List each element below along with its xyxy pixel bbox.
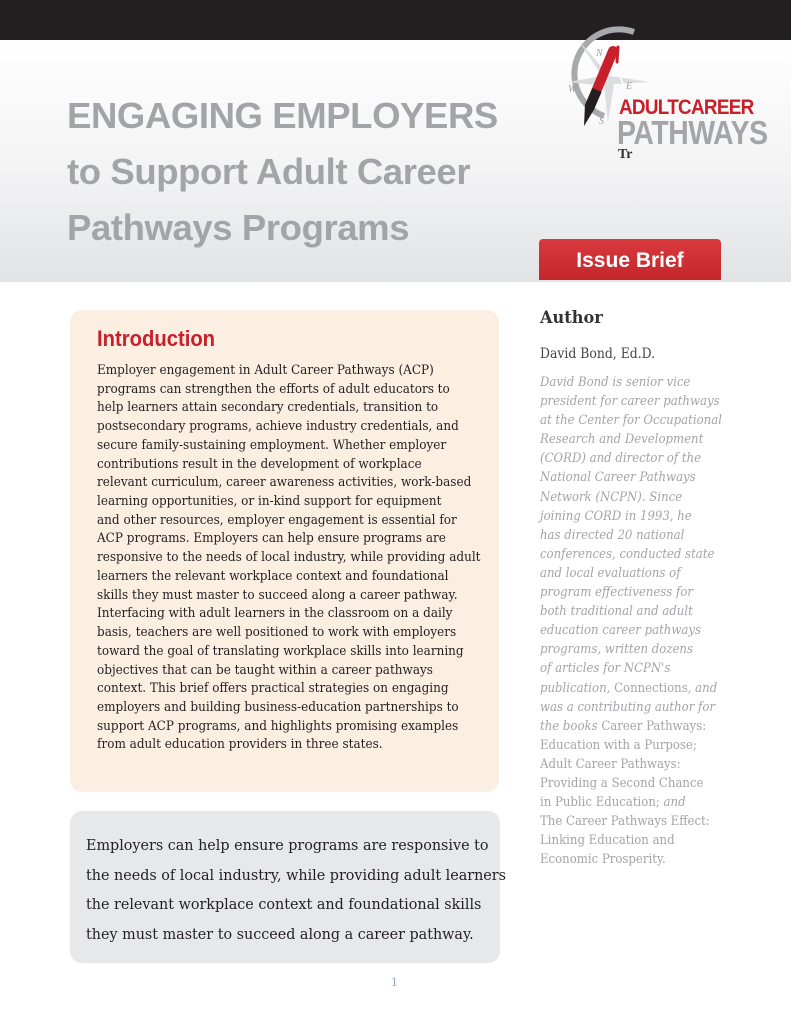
bio-line <box>540 601 726 620</box>
intro-line: relevant curriculum, career awareness activities, work-based <box>97 474 472 490</box>
bio-line <box>540 658 726 677</box>
pull-quote <box>86 831 506 949</box>
bio-segment: programs, written dozens <box>540 641 693 657</box>
intro-line: employers and building business-education partnerships to <box>97 698 459 714</box>
quote-line: the relevant workplace context and foundational skills <box>86 895 482 913</box>
intro-line: and other resources, employer engagement is essential for <box>97 511 457 527</box>
bio-segment: the books <box>540 717 602 733</box>
quote-line: the needs of local industry, while providing adult learners <box>86 865 506 884</box>
bio-segment: education career pathways <box>540 622 701 638</box>
intro-line: Employer engagement in Adult Career Pathways (ACP) <box>97 362 434 377</box>
intro-line: postsecondary programs, achieve industry credentials, and <box>97 418 459 434</box>
bio-line <box>540 811 726 830</box>
svg-text:W: W <box>568 84 577 95</box>
bio-segment: Network (NCPN). Since <box>540 488 683 504</box>
issue-brief-badge: Issue Brief <box>539 239 721 280</box>
bio-line <box>540 410 726 429</box>
intro-line: learning opportunities, or in-kind support for equipment <box>97 493 442 509</box>
bio-segment: Education with a Purpose; <box>540 736 697 752</box>
bio-line <box>540 544 726 563</box>
intro-line: from adult education providers in three states. <box>97 736 383 752</box>
author-heading: Author <box>540 308 603 328</box>
page-title <box>67 88 498 256</box>
bio-line <box>540 372 726 391</box>
bio-line <box>540 735 726 754</box>
logo-word-adult: ADULT <box>619 96 679 119</box>
introduction-body <box>97 361 497 754</box>
bio-segment: at the Center for Occupational <box>540 412 722 428</box>
bio-line <box>540 849 726 868</box>
page-number: 1 <box>391 976 398 989</box>
quote-line: Employers can help ensure programs are responsive to <box>86 836 489 854</box>
bio-line <box>540 506 726 525</box>
intro-line: help learners attain secondary credentials, transition to <box>97 399 439 415</box>
bio-line <box>540 792 726 811</box>
bio-segment: , and <box>687 679 718 695</box>
intro-line: support ACP programs, and highlights promising examples <box>97 717 459 733</box>
svg-text:S: S <box>599 116 604 127</box>
bio-segment: was a contributing author for <box>540 698 716 714</box>
intro-line: toward the goal of translating workplace skills into learning <box>97 642 464 658</box>
author-name: David Bond, Ed.D. <box>540 346 656 362</box>
bio-line <box>540 620 726 639</box>
intro-line: secure family-sustaining employment. Whether employer <box>97 436 447 452</box>
svg-text:E: E <box>626 81 633 92</box>
intro-line: context. This brief offers practical strategies on engaging <box>97 680 449 696</box>
bio-segment: publication, <box>540 679 615 695</box>
logo-tagline-fragment: Tr <box>618 147 633 162</box>
bio-segment: The Career Pathways Effect: <box>540 813 710 829</box>
bio-line <box>540 773 726 792</box>
intro-line: contributions result in the development of workplace <box>97 455 422 471</box>
bio-segment: and <box>659 794 686 810</box>
bio-segment: David Bond is senior vice <box>540 374 691 389</box>
bio-segment: conferences, conducted state <box>540 545 715 561</box>
logo-word-career: CAREER <box>678 96 754 119</box>
bio-segment: in Public Education; <box>540 794 660 810</box>
bio-segment: has directed 20 national <box>540 526 685 542</box>
bio-line <box>540 563 726 582</box>
bio-line <box>540 467 726 486</box>
bio-line <box>540 678 726 697</box>
intro-line: responsive to the needs of local industry, while providing adult <box>97 549 481 565</box>
bio-segment: Linking Education and <box>540 832 675 848</box>
intro-line: objectives that can be taught within a career pathways <box>97 661 433 677</box>
bio-segment: Economic Prosperity. <box>540 851 666 867</box>
bio-line <box>540 429 726 448</box>
bio-segment: Adult Career Pathways: <box>540 755 681 771</box>
intro-line: basis, teachers are well positioned to work with employers <box>97 624 457 640</box>
title-line: Pathways Programs <box>67 207 410 248</box>
bio-segment: Providing a Second Chance <box>540 774 704 790</box>
bio-line <box>540 830 726 849</box>
intro-line: programs can strengthen the efforts of adult educators to <box>97 380 450 396</box>
quote-line: they must master to succeed along a career pathway. <box>86 924 474 943</box>
bio-line <box>540 525 726 544</box>
bio-segment: joining CORD in 1993, he <box>540 507 692 523</box>
title-line: to Support Adult Career <box>67 151 471 192</box>
bio-segment: both traditional and adult <box>540 603 693 619</box>
bio-segment: of articles for NCPN's <box>540 660 671 676</box>
bio-segment: Research and Development <box>540 431 704 447</box>
intro-line: Interfacing with adult learners in the classroom on a daily <box>97 605 453 621</box>
bio-segment: National Career Pathways <box>540 469 696 485</box>
bio-line <box>540 391 726 410</box>
author-bio <box>540 372 740 868</box>
intro-line: ACP programs. Employers can help ensure programs are <box>97 530 446 546</box>
bio-line <box>540 487 726 506</box>
bio-segment: Career Pathways: <box>601 717 707 733</box>
bio-line <box>540 716 726 735</box>
bio-segment: and local evaluations of <box>540 564 681 580</box>
bio-line <box>540 754 726 773</box>
intro-line: learners the relevant workplace context and foundational <box>97 567 449 583</box>
bio-line <box>540 639 726 658</box>
bio-line <box>540 448 726 467</box>
bio-line <box>540 582 726 601</box>
intro-line: skills they must master to succeed along a career pathway. <box>97 586 458 602</box>
svg-text:N: N <box>596 48 603 59</box>
bio-segment: (CORD) and director of the <box>540 450 702 466</box>
bio-segment: Connections <box>614 679 688 695</box>
introduction-heading: Introduction <box>97 326 216 351</box>
logo-word-pathways: PATHWAYS <box>617 114 768 151</box>
bio-segment: president for career pathways <box>540 393 720 409</box>
title-line: ENGAGING EMPLOYERS <box>67 95 498 136</box>
bio-segment: program effectiveness for <box>540 584 693 600</box>
bio-line <box>540 697 726 716</box>
